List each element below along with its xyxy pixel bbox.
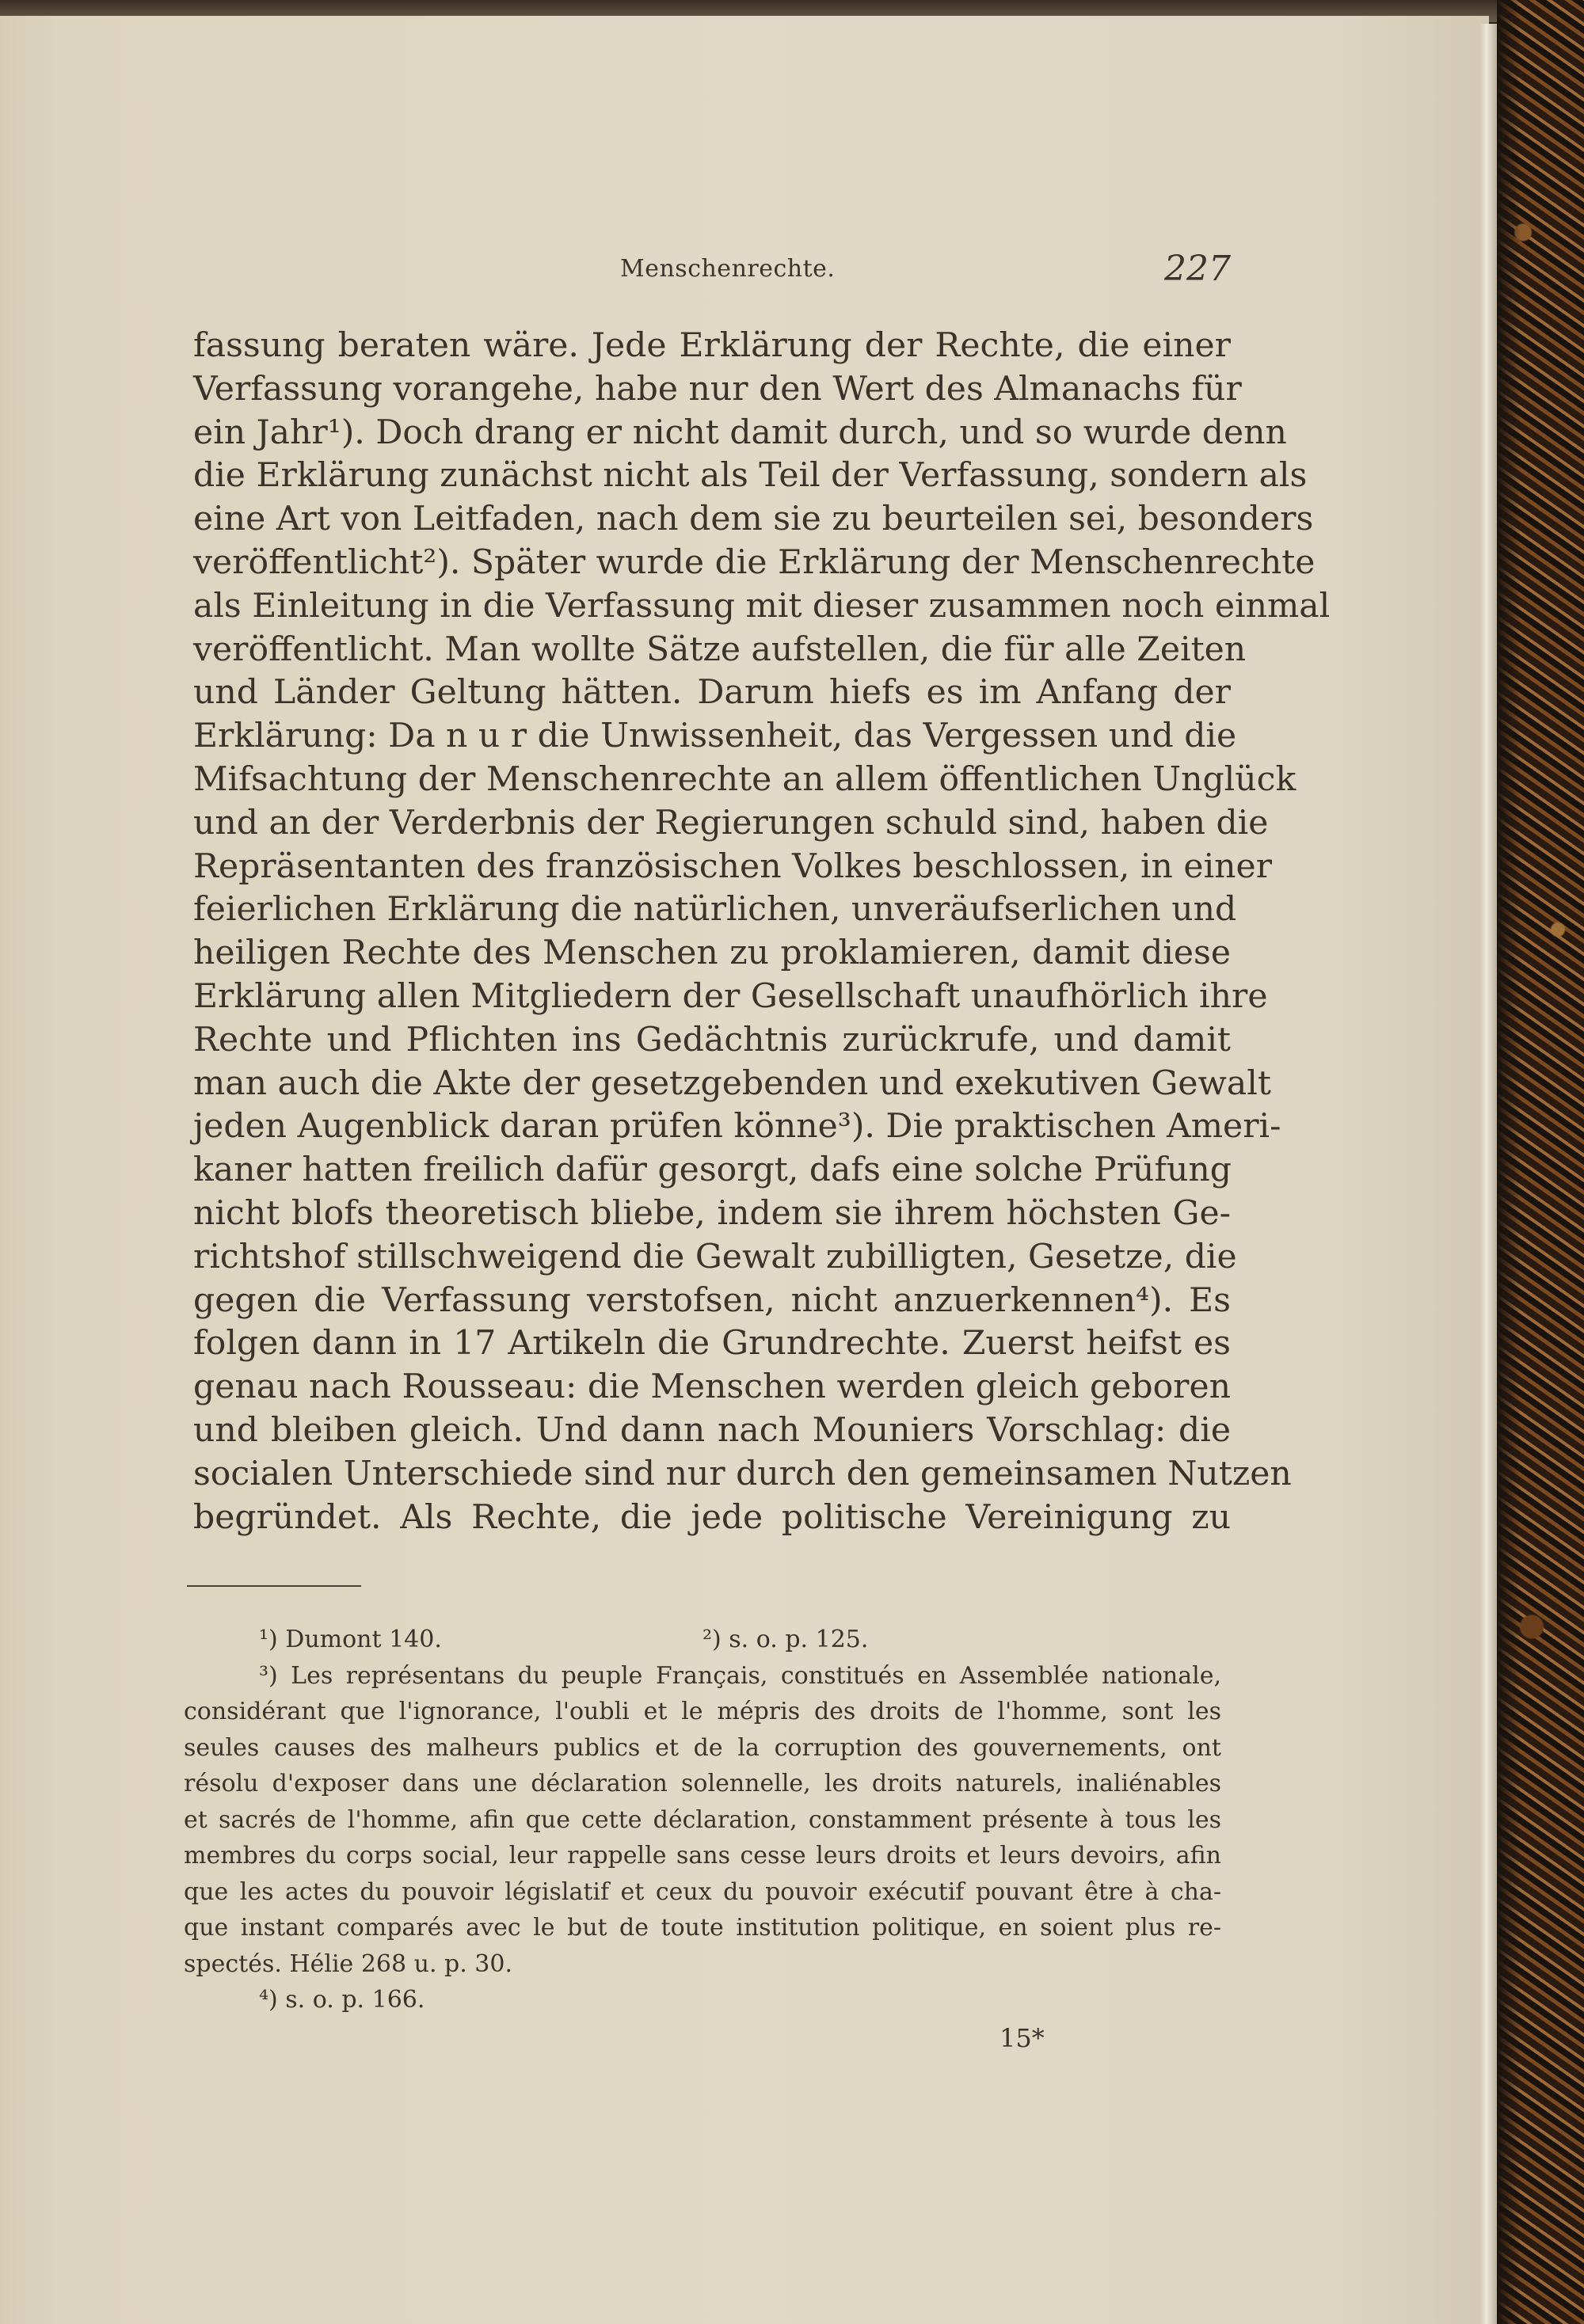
footnote-rule	[187, 1585, 361, 1587]
footnote-3-line: membres du corps social, leur rappelle sans cesse leurs droits et leurs devoirs, afin	[184, 1842, 1221, 1869]
text-line: man auch die Akte der gesetzgebenden und exekutiven Gewalt	[193, 1063, 1271, 1103]
footnote-1: ¹) Dumont 140.	[259, 1626, 442, 1653]
text-line: ein Jahr¹). Doch drang er nicht damit durch, und so wurde denn	[193, 413, 1287, 452]
footnote-3-line: et sacrés de l'homme, afin que cette déclaration, constamment présente à tous les	[184, 1805, 1221, 1834]
text-line: und an der Verderbnis der Regierungen schuld sind, haben die	[193, 803, 1269, 842]
text-line: heiligen Rechte des Menschen zu proklamieren, damit diese	[193, 934, 1231, 973]
text-line: veröffentlicht²). Später wurde die Erklärung der Menschenrechte	[193, 542, 1316, 582]
text-line: Erklärung allen Mitgliedern der Gesellschaft unaufhörlich ihre	[193, 976, 1268, 1016]
text-line: kaner hatten freilich dafür gesorgt, dafs eine solche Prüfung	[193, 1151, 1232, 1190]
text-line: und Länder Geltung hätten. Darum hiefs es im Anfang der	[193, 673, 1231, 713]
text-line: Rechte und Pflichten ins Gedächtnis zurückrufe, und damit	[193, 1020, 1231, 1059]
footnote-3-line: considérant que l'ignorance, l'oubli et le mépris des droits de l'homme, sont les	[184, 1698, 1221, 1725]
text-line: Repräsentanten des französischen Volkes beschlossen, in einer	[193, 846, 1273, 886]
footnote-3-line: ³) Les représentans du peuple Français, constitués en Assemblée nationale,	[259, 1661, 1221, 1690]
text-line: feierlichen Erklärung die natürlichen, unveräufserlichen und	[193, 890, 1237, 930]
footnote-3-line: que instant comparés avec le but de toute institution politique, en soient plus re-	[184, 1914, 1221, 1942]
text-line: die Erklärung zunächst nicht als Teil der Verfassung, sondern als	[193, 456, 1308, 496]
text-line: als Einleitung in die Verfassung mit dieser zusammen noch einmal	[193, 586, 1331, 626]
footnote-3-line: seules causes des malheurs publics et de la corruption des gouvernements, ont	[184, 1733, 1221, 1762]
page-number: 227	[1164, 249, 1231, 289]
text-line: Mifsachtung der Menschenrechte an allem öffentlichen Unglück	[193, 759, 1297, 799]
footnote-3-line: spectés. Hélie 268 u. p. 30.	[184, 1949, 513, 1978]
footnote-3-line: résolu d'exposer dans une déclaration solennelle, les droits naturels, inaliénables	[184, 1770, 1221, 1797]
body-text	[193, 325, 1331, 1539]
text-line: richtshof stillschweigend die Gewalt zubilligten, Gesetze, die	[193, 1237, 1237, 1276]
text-line: genau nach Rousseau: die Menschen werden gleich geboren	[193, 1367, 1231, 1407]
text-line: Erklärung: Da n u r die Unwissenheit, das Vergessen und die	[193, 717, 1237, 756]
text-line: fassung beraten wäre. Jede Erklärung der Rechte, die einer	[193, 326, 1231, 365]
text-line: gegen die Verfassung verstofsen, nicht anzuerkennen⁴). Es	[193, 1280, 1231, 1320]
page-edge	[1479, 24, 1497, 2324]
footnote-row	[184, 1622, 1221, 1658]
signature-mark: 15*	[1000, 2023, 1045, 2053]
text-line: socialen Unterschiede sind nur durch den gemeinsamen Nutzen	[193, 1454, 1292, 1493]
text-line: veröffentlicht. Man wollte Sätze aufstellen, die für alle Zeiten	[193, 629, 1247, 669]
footnote-2: ²) s. o. p. 125.	[703, 1626, 869, 1653]
text-line: nicht blofs theoretisch bliebe, indem sie ihrem höchsten Ge-	[193, 1193, 1231, 1233]
text-line: jeden Augenblick daran prüfen könne³). Die praktischen Ameri-	[193, 1107, 1281, 1147]
running-title: Menschenrechte.	[620, 255, 836, 283]
text-line: Verfassung vorangehe, habe nur den Wert des Almanachs für	[193, 369, 1242, 409]
text-line: und bleiben gleich. Und dann nach Mouniers Vorschlag: die	[193, 1410, 1231, 1450]
text-line: begründet. Als Rechte, die jede politische Vereinigung zu	[193, 1497, 1231, 1537]
footnote-3-line: que les actes du pouvoir législatif et ceux du pouvoir exécutif pouvant être à cha-	[184, 1877, 1221, 1906]
text-line: eine Art von Leitfaden, nach dem sie zu beurteilen sei, besonders	[193, 500, 1314, 539]
binding-shadow	[1497, 0, 1521, 2324]
footnotes	[184, 1622, 1221, 2018]
text-line: folgen dann in 17 Artikeln die Grundrechte. Zuerst heifst es	[193, 1324, 1231, 1364]
page-header	[198, 249, 1231, 302]
footnote-4: ⁴) s. o. p. 166.	[259, 1986, 425, 2014]
